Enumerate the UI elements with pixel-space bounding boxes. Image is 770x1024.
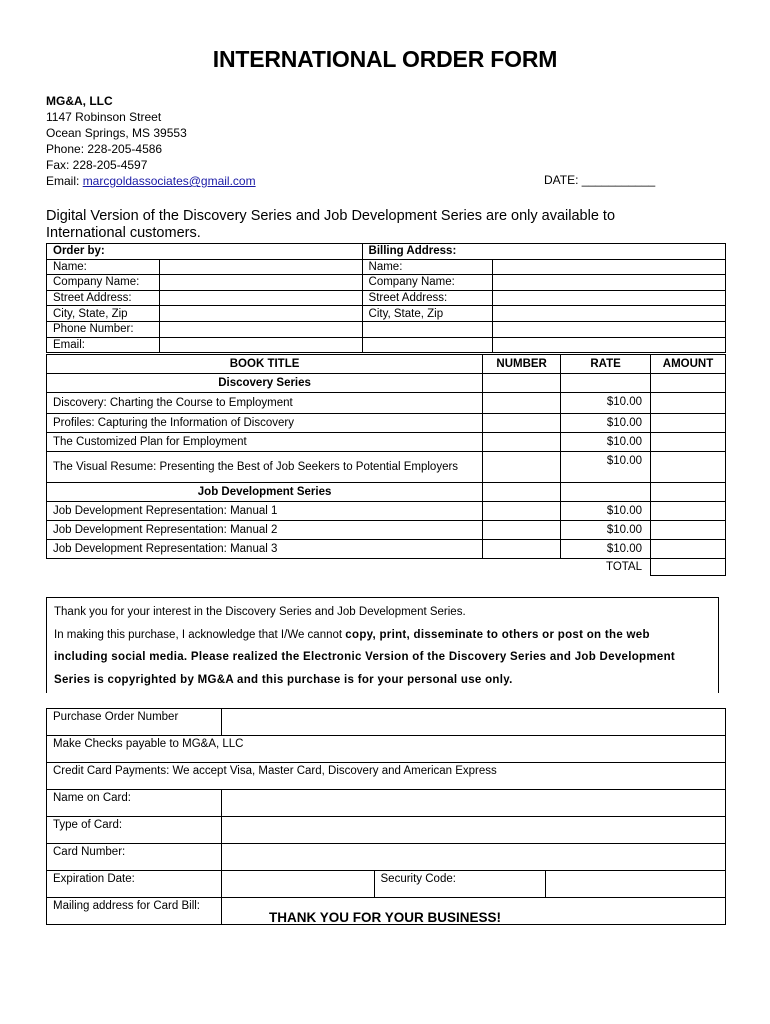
name-on-card-label: Name on Card:: [47, 790, 222, 817]
number-input[interactable]: [483, 502, 561, 521]
mailing-address-label: Mailing address for Card Bill:: [47, 898, 222, 925]
number-cell[interactable]: [483, 483, 561, 502]
spacer-cell: [47, 559, 483, 576]
order-city-label: City, State, Zip: [47, 306, 160, 322]
order-email-label: Email:: [47, 337, 160, 353]
terms-line-4: [54, 669, 718, 692]
card-number-label: Card Number:: [47, 844, 222, 871]
order-company-label: Company Name:: [47, 275, 160, 291]
number-input[interactable]: [483, 521, 561, 540]
date-field: DATE: ___________: [544, 173, 656, 187]
billing-company-label: Company Name:: [362, 275, 493, 291]
rate-value: $10.00: [561, 433, 651, 452]
book-title: Profiles: Capturing the Information of Discovery: [47, 414, 483, 433]
billing-header: Billing Address:: [362, 244, 725, 260]
rate-value: $10.00: [561, 452, 651, 483]
billing-blank-label: [362, 321, 493, 337]
security-code-input[interactable]: [546, 871, 726, 898]
thank-you-footer: THANK YOU FOR YOUR BUSINESS!: [268, 910, 502, 925]
terms-line-2: [54, 624, 718, 647]
job-development-series-heading: Job Development Series: [47, 483, 483, 502]
copyright-terms: [46, 597, 719, 693]
rate-value: $10.00: [561, 521, 651, 540]
name-on-card-input[interactable]: [221, 790, 725, 817]
book-title: Job Development Representation: Manual 2: [47, 521, 483, 540]
book-title: Job Development Representation: Manual 3: [47, 540, 483, 559]
billing-blank-label-2: [362, 337, 493, 353]
number-cell[interactable]: [483, 374, 561, 393]
total-label: TOTAL: [606, 561, 642, 573]
book-title: The Customized Plan for Employment: [47, 433, 483, 452]
number-input[interactable]: [483, 393, 561, 414]
payment-table: [46, 708, 726, 925]
amount-cell[interactable]: [651, 374, 726, 393]
order-phone-label: Phone Number:: [47, 321, 160, 337]
amount-input[interactable]: [651, 452, 726, 483]
billing-street-input[interactable]: [493, 290, 726, 306]
amount-input[interactable]: [651, 393, 726, 414]
order-by-header: Order by:: [47, 244, 363, 260]
security-code-label: Security Code:: [374, 871, 546, 898]
amount-input[interactable]: [651, 540, 726, 559]
company-fax: Fax: 228-205-4597: [46, 158, 148, 172]
terms-line-2-plain: In making this purchase, I acknowledge that I/We cannot: [54, 628, 346, 641]
col-rate: RATE: [561, 355, 651, 374]
card-type-input[interactable]: [221, 817, 725, 844]
terms-line-4-bold: Series is copyrighted by MG&A and this purchase is for your personal use only.: [54, 673, 513, 686]
page-title: INTERNATIONAL ORDER FORM: [212, 46, 558, 72]
card-type-label: Type of Card:: [47, 817, 222, 844]
terms-line-3: [54, 646, 718, 669]
order-email-input[interactable]: [159, 337, 362, 353]
company-city: Ocean Springs, MS 39553: [46, 126, 187, 140]
billing-blank-input[interactable]: [493, 321, 726, 337]
billing-city-input[interactable]: [493, 306, 726, 322]
email-label: Email:: [46, 174, 80, 188]
billing-city-label: City, State, Zip: [362, 306, 493, 322]
po-label: Purchase Order Number: [47, 709, 222, 736]
terms-line-2-bold: copy, print, disseminate to others or post on the web: [345, 628, 650, 641]
book-title: The Visual Resume: Presenting the Best of Job Seekers to Potential Employers: [47, 452, 483, 483]
billing-company-input[interactable]: [493, 275, 726, 291]
book-title: Discovery: Charting the Course to Employment: [47, 393, 483, 414]
po-input[interactable]: [221, 709, 725, 736]
expiration-label: Expiration Date:: [47, 871, 222, 898]
order-city-input[interactable]: [159, 306, 362, 322]
rate-cell: [561, 374, 651, 393]
terms-line-3-bold: including social media. Please realized the Electronic Version of the Discovery Series and Job Development: [54, 651, 676, 663]
billing-name-label: Name:: [362, 259, 493, 275]
number-input[interactable]: [483, 540, 561, 559]
amount-input[interactable]: [651, 433, 726, 452]
number-input[interactable]: [483, 414, 561, 433]
rate-value: $10.00: [561, 540, 651, 559]
number-input[interactable]: [483, 433, 561, 452]
expiration-input[interactable]: [221, 871, 374, 898]
col-number: NUMBER: [483, 355, 561, 374]
total-amount-input[interactable]: [651, 559, 726, 576]
company-street: 1147 Robinson Street: [46, 110, 162, 124]
company-name: MG&A, LLC: [46, 94, 113, 108]
rate-value: $10.00: [561, 393, 651, 414]
amount-input[interactable]: [651, 414, 726, 433]
company-phone: Phone: 228-205-4586: [46, 142, 163, 156]
order-street-input[interactable]: [159, 290, 362, 306]
spacer-cell: [483, 559, 561, 576]
number-input[interactable]: [483, 452, 561, 483]
rate-cell: [561, 483, 651, 502]
rate-value: $10.00: [561, 502, 651, 521]
terms-line-1: Thank you for your interest in the Discovery Series and Job Development Series.: [54, 606, 466, 618]
card-number-input[interactable]: [221, 844, 725, 871]
billing-street-label: Street Address:: [362, 290, 493, 306]
billing-name-input[interactable]: [493, 259, 726, 275]
order-billing-table: [46, 243, 726, 353]
amount-input[interactable]: [651, 521, 726, 540]
credit-cards-note: Credit Card Payments: We accept Visa, Master Card, Discovery and American Express: [47, 763, 726, 790]
availability-notice: Digital Version of the Discovery Series and Job Development Series are only available to International customers.: [46, 208, 616, 241]
order-street-label: Street Address:: [47, 290, 160, 306]
company-email-row: [46, 173, 256, 189]
col-amount: AMOUNT: [651, 355, 726, 374]
order-phone-input[interactable]: [159, 321, 362, 337]
billing-blank-input-2[interactable]: [493, 337, 726, 353]
book-order-table: [46, 354, 726, 576]
order-name-input[interactable]: [159, 259, 362, 275]
email-link[interactable]: marcgoldassociates@gmail.com: [82, 174, 256, 188]
amount-input[interactable]: [651, 502, 726, 521]
company-info: [46, 93, 256, 189]
amount-cell[interactable]: [651, 483, 726, 502]
order-name-label: Name:: [47, 259, 160, 275]
rate-value: $10.00: [561, 414, 651, 433]
checks-payable-note: Make Checks payable to MG&A, LLC: [47, 736, 726, 763]
col-book-title: BOOK TITLE: [47, 355, 483, 374]
discovery-series-heading: Discovery Series: [47, 374, 483, 393]
order-company-input[interactable]: [159, 275, 362, 291]
book-title: Job Development Representation: Manual 1: [47, 502, 483, 521]
